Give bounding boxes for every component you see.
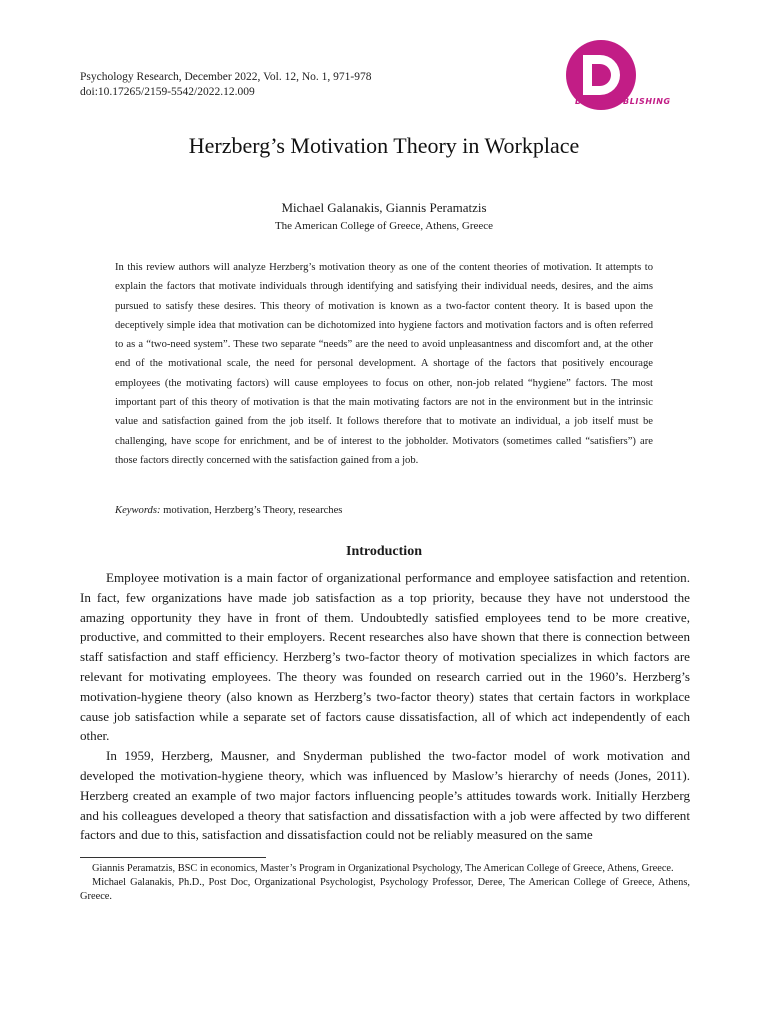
logo-text: DAVID PUBLISHING (575, 97, 671, 106)
doi: doi:10.17265/2159-5542/2022.12.009 (80, 86, 255, 98)
footnotes (80, 862, 690, 905)
section-heading: Introduction (346, 544, 422, 559)
paper-title: Herzberg’s Motivation Theory in Workplace (188, 133, 580, 158)
abstract: In this review authors will analyze Herzberg’s motivation theory as one of the content theories of motivation. It attempts to explain the factors that motivate individuals through identifying and satisfying their individual needs, desires, and the aims pursued to satisfy these desires. This theory of motivation is known as a two-factor content theory. It is based upon the deceptively simple idea that motivation can be dichotomized into hygiene factors and motivation factors and is often referred to as a “two-need system”. These two separate “needs” are the need to avoid unpleasantness and discomfort and, at the other end of the motivational scale, the need for personal development. A shortage of the factors that positively encourage employees (the motivating factors) will cause employees to focus on other, non-job related “hygiene” factors. The most important part of this theory of motivation is that the main motivating factors are not in the environment but in the intrinsic value and satisfaction gained from the job itself. It follows therefore that to motivate an individual, a job itself must be challenging, have scope for enrichment, and be of interest to the jobholder. Motivators (sometimes called “satisfiers”) are those factors directly concerned with the satisfaction gained from a job. (115, 262, 653, 466)
affiliation: The American College of Greece, Athens, Greece (274, 220, 494, 232)
authors: Michael Galanakis, Giannis Peramatzis (281, 200, 487, 215)
journal-info (80, 70, 372, 100)
footnote: Michael Galanakis, Ph.D., Post Doc, Organizational Psychologist, Psychology Professor, Deree, The American College of Greece, Athens, Greece. (80, 877, 690, 903)
paragraph: Employee motivation is a main factor of organizational performance and employee satisfaction and retention. In fact, few organizations have made job satisfaction as a top priority, because they have not understood the amazing opportunity they have in front of them. Undoubtedly satisfied employees tend to be more creative, productive, and committed to their employers. Recent researches also have shown that there is connection between staff satisfaction and staff efficiency. Herzberg’s two-factor theory of motivation specializes in which factors are relevant for motivating employees. The theory was founded on research carried out in the 1960’s. Herzberg’s motivation-hygiene theory (also known as Herzberg’s two-factor theory) states that certain factors in workplace cause job satisfaction while a separate set of factors cause dissatisfaction, all of which act independently of each other. (80, 570, 690, 744)
journal-citation: Psychology Research, December 2022, Vol. 12, No. 1, 971-978 (80, 71, 372, 83)
footnote: Giannis Peramatzis, BSC in economics, Master’s Program in Organizational Psychology, The American College of Greece, Athens, Greece. (92, 863, 674, 874)
paragraph: In 1959, Herzberg, Mausner, and Snyderman published the two-factor model of work motivation and developed the motivation-hygiene theory, which was influenced by Maslow’s hierarchy of needs (Jones, 2011). Herzberg created an example of two major factors influencing people’s attitudes towards work. Initially Herzberg and his colleagues developed a theory that satisfaction and dissatisfaction with a job were affected by two different factors and due to this, satisfaction and dissatisfaction could not be reliably measured on the same (80, 748, 690, 843)
keywords (115, 505, 342, 516)
footnote-divider (80, 857, 266, 858)
keywords-value: motivation, Herzberg’s Theory, researches (163, 505, 343, 516)
keywords-label: Keywords: (115, 505, 161, 516)
body-text (80, 568, 690, 845)
